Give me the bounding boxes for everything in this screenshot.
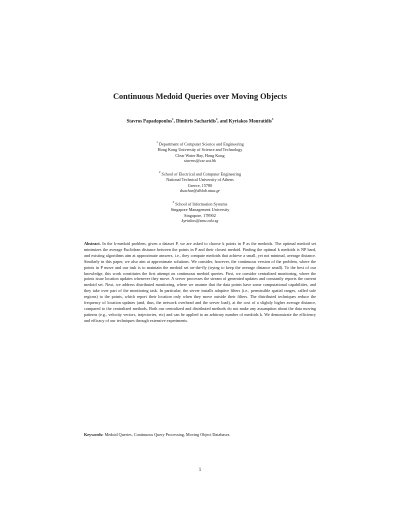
abstract-label: Abstract. — [84, 241, 101, 246]
author-name: Stavros Papadopoulos — [126, 119, 172, 125]
affiliation-line: Greece, 15780 — [187, 182, 213, 188]
affiliation-line: Singapore, 178902 — [184, 212, 216, 218]
affiliation-line: Hong Kong University of Science and Technology — [157, 146, 243, 152]
affiliation-line: School of Information Systems — [175, 201, 228, 207]
affiliation-line: School of Electrical and Computer Engineering — [161, 171, 242, 177]
paper-title: Continuous Medoid Queries over Moving Objects — [113, 92, 287, 101]
author-affiliation-marker: 1 — [171, 117, 174, 121]
affiliation-marker: 1 — [156, 140, 158, 144]
affiliation-email: stavros@cse.ust.hk — [183, 158, 217, 164]
author-separator: , — [173, 119, 176, 125]
affiliation-email: kyriakos@smu.edu.sg — [181, 218, 219, 224]
affiliation-marker: 2 — [158, 170, 161, 174]
abstract-text: In the k-medoid problem, given a dataset P, we are asked to choose k points in P as the medoids. The optimal medoid set minimizes the average Euclidean distance between the points in P and their closest medoid. Finding the optimal k medoids is NP hard, and existing algorithms aim at approximate answers, i.e., they compute medoids that achieve a small, yet not minimal, average distance. Similarly in this paper, we also aim at approximate solutions. We consider, however, the continuous version of the problem, where the points in P move and our task is to maintain the medoid set on-the-fly (trying to keep the average distance small). To the best of our knowledge, this work constitutes the first attempt on continuous medoid queries. First, we consider centralized monitoring, where the points issue location updates whenever they move. A server processes the stream of generated updates and constantly reports the current medoid set. Next, we address distributed monitoring, where we assume that the data points have some computational capabilities, and they take over part of the monitoring task. In particular, the server installs adaptive filters (i.e., permissible spatial ranges, called safe regions) to the points, which report their location only when they move outside their filters. The distributed techniques reduce the frequency of location updates (and, thus, the network overhead and the server load), at the cost of a slightly higher average distance, compared to the centralized methods. Both our centralized and distributed methods do not make any assumption about the data moving patterns (e.g., velocity vectors, trajectories, etc) and can be applied to an arbitrary number of medoids k. We demonstrate the efficiency and efficacy of our techniques through extensive experiments. — [84, 241, 317, 323]
affiliation-line: Singapore Management University — [170, 206, 230, 212]
affiliation-block — [0, 170, 400, 194]
keywords — [84, 432, 316, 438]
author-affiliation-marker: 2 — [215, 117, 218, 121]
abstract — [84, 241, 316, 324]
affiliation-block — [0, 200, 400, 224]
affiliation-line: Department of Computer Science and Engineering — [158, 141, 244, 147]
affiliation-marker: 3 — [172, 200, 175, 204]
author-name: Dimitris Sacharidis — [175, 119, 216, 125]
page-number: 1 — [198, 468, 202, 473]
affiliation-line: National Technical University of Athens — [166, 176, 234, 182]
author-list — [0, 117, 400, 125]
affiliation-block — [0, 140, 400, 164]
author-separator: , and — [217, 119, 229, 125]
author-name: Kyriakos Mouratidis — [228, 119, 272, 125]
affiliation-line: Clear Water Bay, Hong Kong — [175, 152, 225, 158]
keywords-label: Keywords: — [84, 432, 104, 437]
keywords-text: Medoid Queries, Continuous Query Processing, Moving Object Databases. — [104, 432, 231, 437]
author-affiliation-marker: 3 — [271, 117, 274, 121]
affiliation-email: dsachar@dblab.ntua.gr — [179, 188, 221, 194]
